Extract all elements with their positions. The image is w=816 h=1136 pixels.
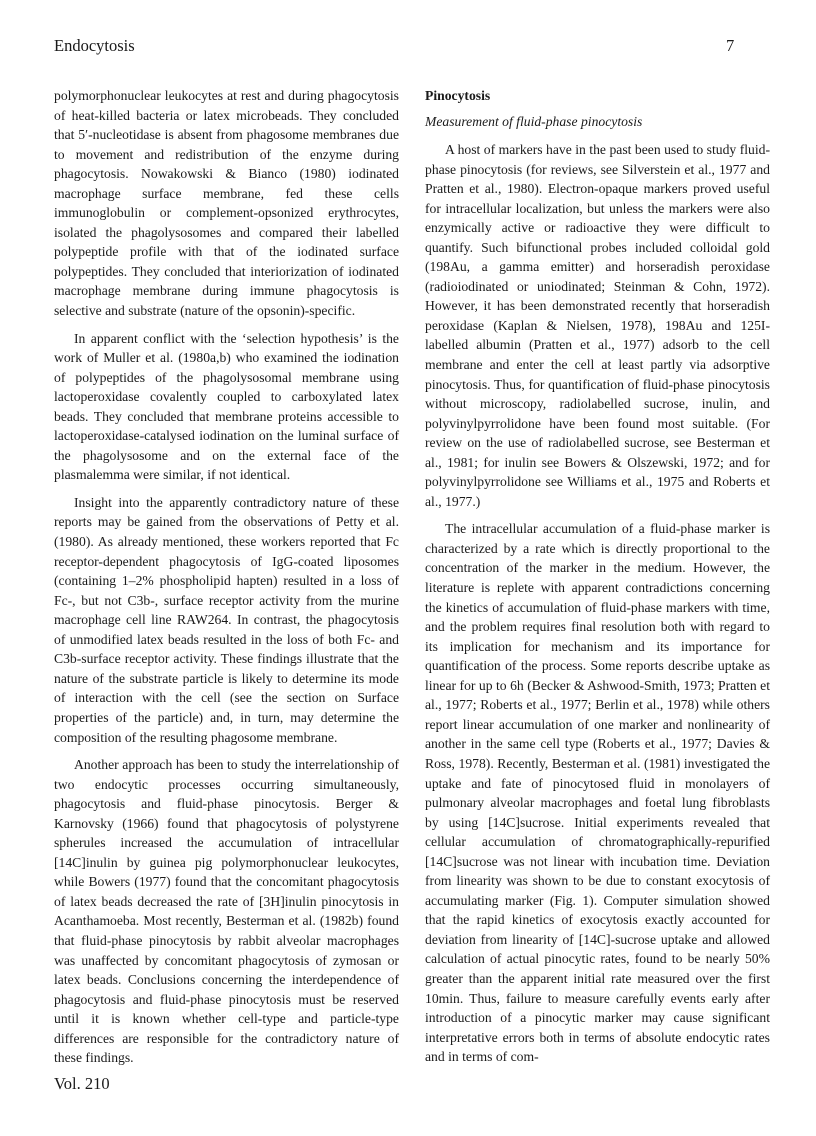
body-paragraph: polymorphonuclear leukocytes at rest and during phagocytosis of heat-killed bacteria or latex microbeads. They concluded that 5′-nucleotidase is absent from phagosome membranes due to movement and redistribution of the enzyme during phagocytosis. Nowakowski & Bianco (1980) iodinated macrophage surface membrane, fed these cells immunoglobulin or complement-opsonized erythrocytes, isolated the phagolysosomes and compared their labelled polypeptide profile with that of the iodinated surface polypeptides. They concluded that interiorization of iodinated macrophage membrane during immune phagocytosis is selective and substrate (nature of the opsonin)-specific. [54,88,399,319]
page-number: 7 [726,36,735,55]
body-paragraph: Another approach has been to study the interrelationship of two endocytic processes occurring simultaneously, phagocytosis and fluid-phase pinocytosis. Berger & Karnovsky (1966) found that phagocytosis of polystyrene spherules increased the accumulation of intracellular [14C]inulin by guinea pig polymorphonuclear leukocytes, while Bowers (1977) found that the concomitant phagocytosis of latex beads decreased the rate of [3H]inulin pinocytosis in Acanthamoeba. Most recently, Besterman et al. (1982b) found that fluid-phase pinocytosis by rabbit alveolar macrophages was unaffected by concomitant phagocytosis of zymosan or latex beads. Conclusions concerning the interdependence of phagocytosis and fluid-phase pinocytosis must be reserved until it is known whether cell-type and particle-type differences are responsible for the contradictory nature of these findings. [54,757,399,1066]
left-column [54,86,399,1076]
volume-footer: Vol. 210 [54,1074,110,1093]
body-paragraph: Insight into the apparently contradictory nature of these reports may be gained from the observations of Petty et al. (1980). As already mentioned, these workers reported that Fc receptor-dependent phagocytosis of IgG-coated liposomes (containing 1–2% phospholipid hapten) resulted in a loss of Fc-, but not C3b-, surface receptor activity from the murine macrophage cell line RAW264. In contrast, the phagocytosis of unmodified latex beads resulted in the loss of both Fc- and C3b-surface receptor activity. These findings illustrate that the nature of the substrate particle is likely to determine its mode of interaction with the cell (see the section on Surface properties of the particle) and, in turn, may determine the composition of the resulting phagosome membrane. [54,494,399,745]
body-paragraph: A host of markers have in the past been used to study fluid-phase pinocytosis (for reviews, see Silverstein et al., 1977 and Pratten et al., 1980). Electron-opaque markers proved useful for intracellular localization, but unless the markers were also enzymically active or radioactive they were difficult to quantify. Such bifunctional probes included colloidal gold (198Au, a gamma emitter) and horseradish peroxidase (radioiodinated or uniodinated; Steinman & Cohn, 1972). However, it has been demonstrated recently that horseradish peroxidase (Kaplan & Nielsen, 1978), 198Au and 125I-labelled albumin (Pratten et al., 1977) adsorb to the cell membrane and enter the cell at least partly via adsorptive pinocytosis. Thus, for quantification of fluid-phase pinocytosis without microscopy, radiolabelled sucrose, inulin, and polyvinylpyrrolidone have been found most suitable. (For review on the use of radiolabelled sucrose, see Besterman et al., 1981; for inulin see Bowers & Olszewski, 1972; and for polyvinylpyrrolidone see Williams et al., 1975 and Roberts et al., 1977.) [425,142,770,509]
section-heading: Pinocytosis [425,88,491,103]
right-column [425,86,770,1075]
body-paragraph: In apparent conflict with the ‘selection hypothesis’ is the work of Muller et al. (1980a,b) who examined the iodination of polypeptides of the phagolysosomal membrane using lactoperoxidase covalently coupled to carboxylated latex beads. They concluded that membrane proteins accessible to lactoperoxidase-catalysed iodination on the luminal surface of the phagolysosome and on the external face of the plasmalemma were similar, if not identical. [54,330,399,483]
subsection-heading: Measurement of fluid-phase pinocytosis [425,114,643,129]
body-paragraph: The intracellular accumulation of a fluid-phase marker is characterized by a rate which is directly proportional to the concentration of the marker in the medium. However, the literature is replete with apparent contradictions concerning the kinetics of accumulation of fluid-phase markers with time, and the problem requires final resolution both with regard to its implication for mechanism and its importance for quantification of the process. Some reports describe uptake as linear for up to 6h (Becker & Ashwood-Smith, 1973; Pratten et al., 1977; Roberts et al., 1977; Berlin et al., 1978) while others report linear accumulation of one marker and nonlinearity of another in the same cell type (Roberts et al., 1977; Davies & Ross, 1978). Recently, Besterman et al. (1981) investigated the uptake and fate of pinocytosed fluid in monolayers of pulmonary alveolar macrophages and foetal lung fibroblasts by using [14C]sucrose. Initial experiments revealed that cellular accumulation of chromatographically-repurified [14C]sucrose was not linear with incubation time. Deviation from linearity was shown to be due to constant exocytosis of accumulating marker (Fig. 1). Computer simulation showed that the rapid kinetics of exocytosis exactly accounted for deviation from linearity of [14C]-sucrose uptake and allowed calculation of actual pinocytic rates, found to be nearly 50% greater than the apparent initial rate measured over the first 10min. Thus, failure to measure carefully events early after introduction of a pinocytic marker may cause significant interpretative errors both in terms of absolute endocytic rates and in terms of com- [425,521,770,1065]
running-title: Endocytosis [54,36,135,55]
